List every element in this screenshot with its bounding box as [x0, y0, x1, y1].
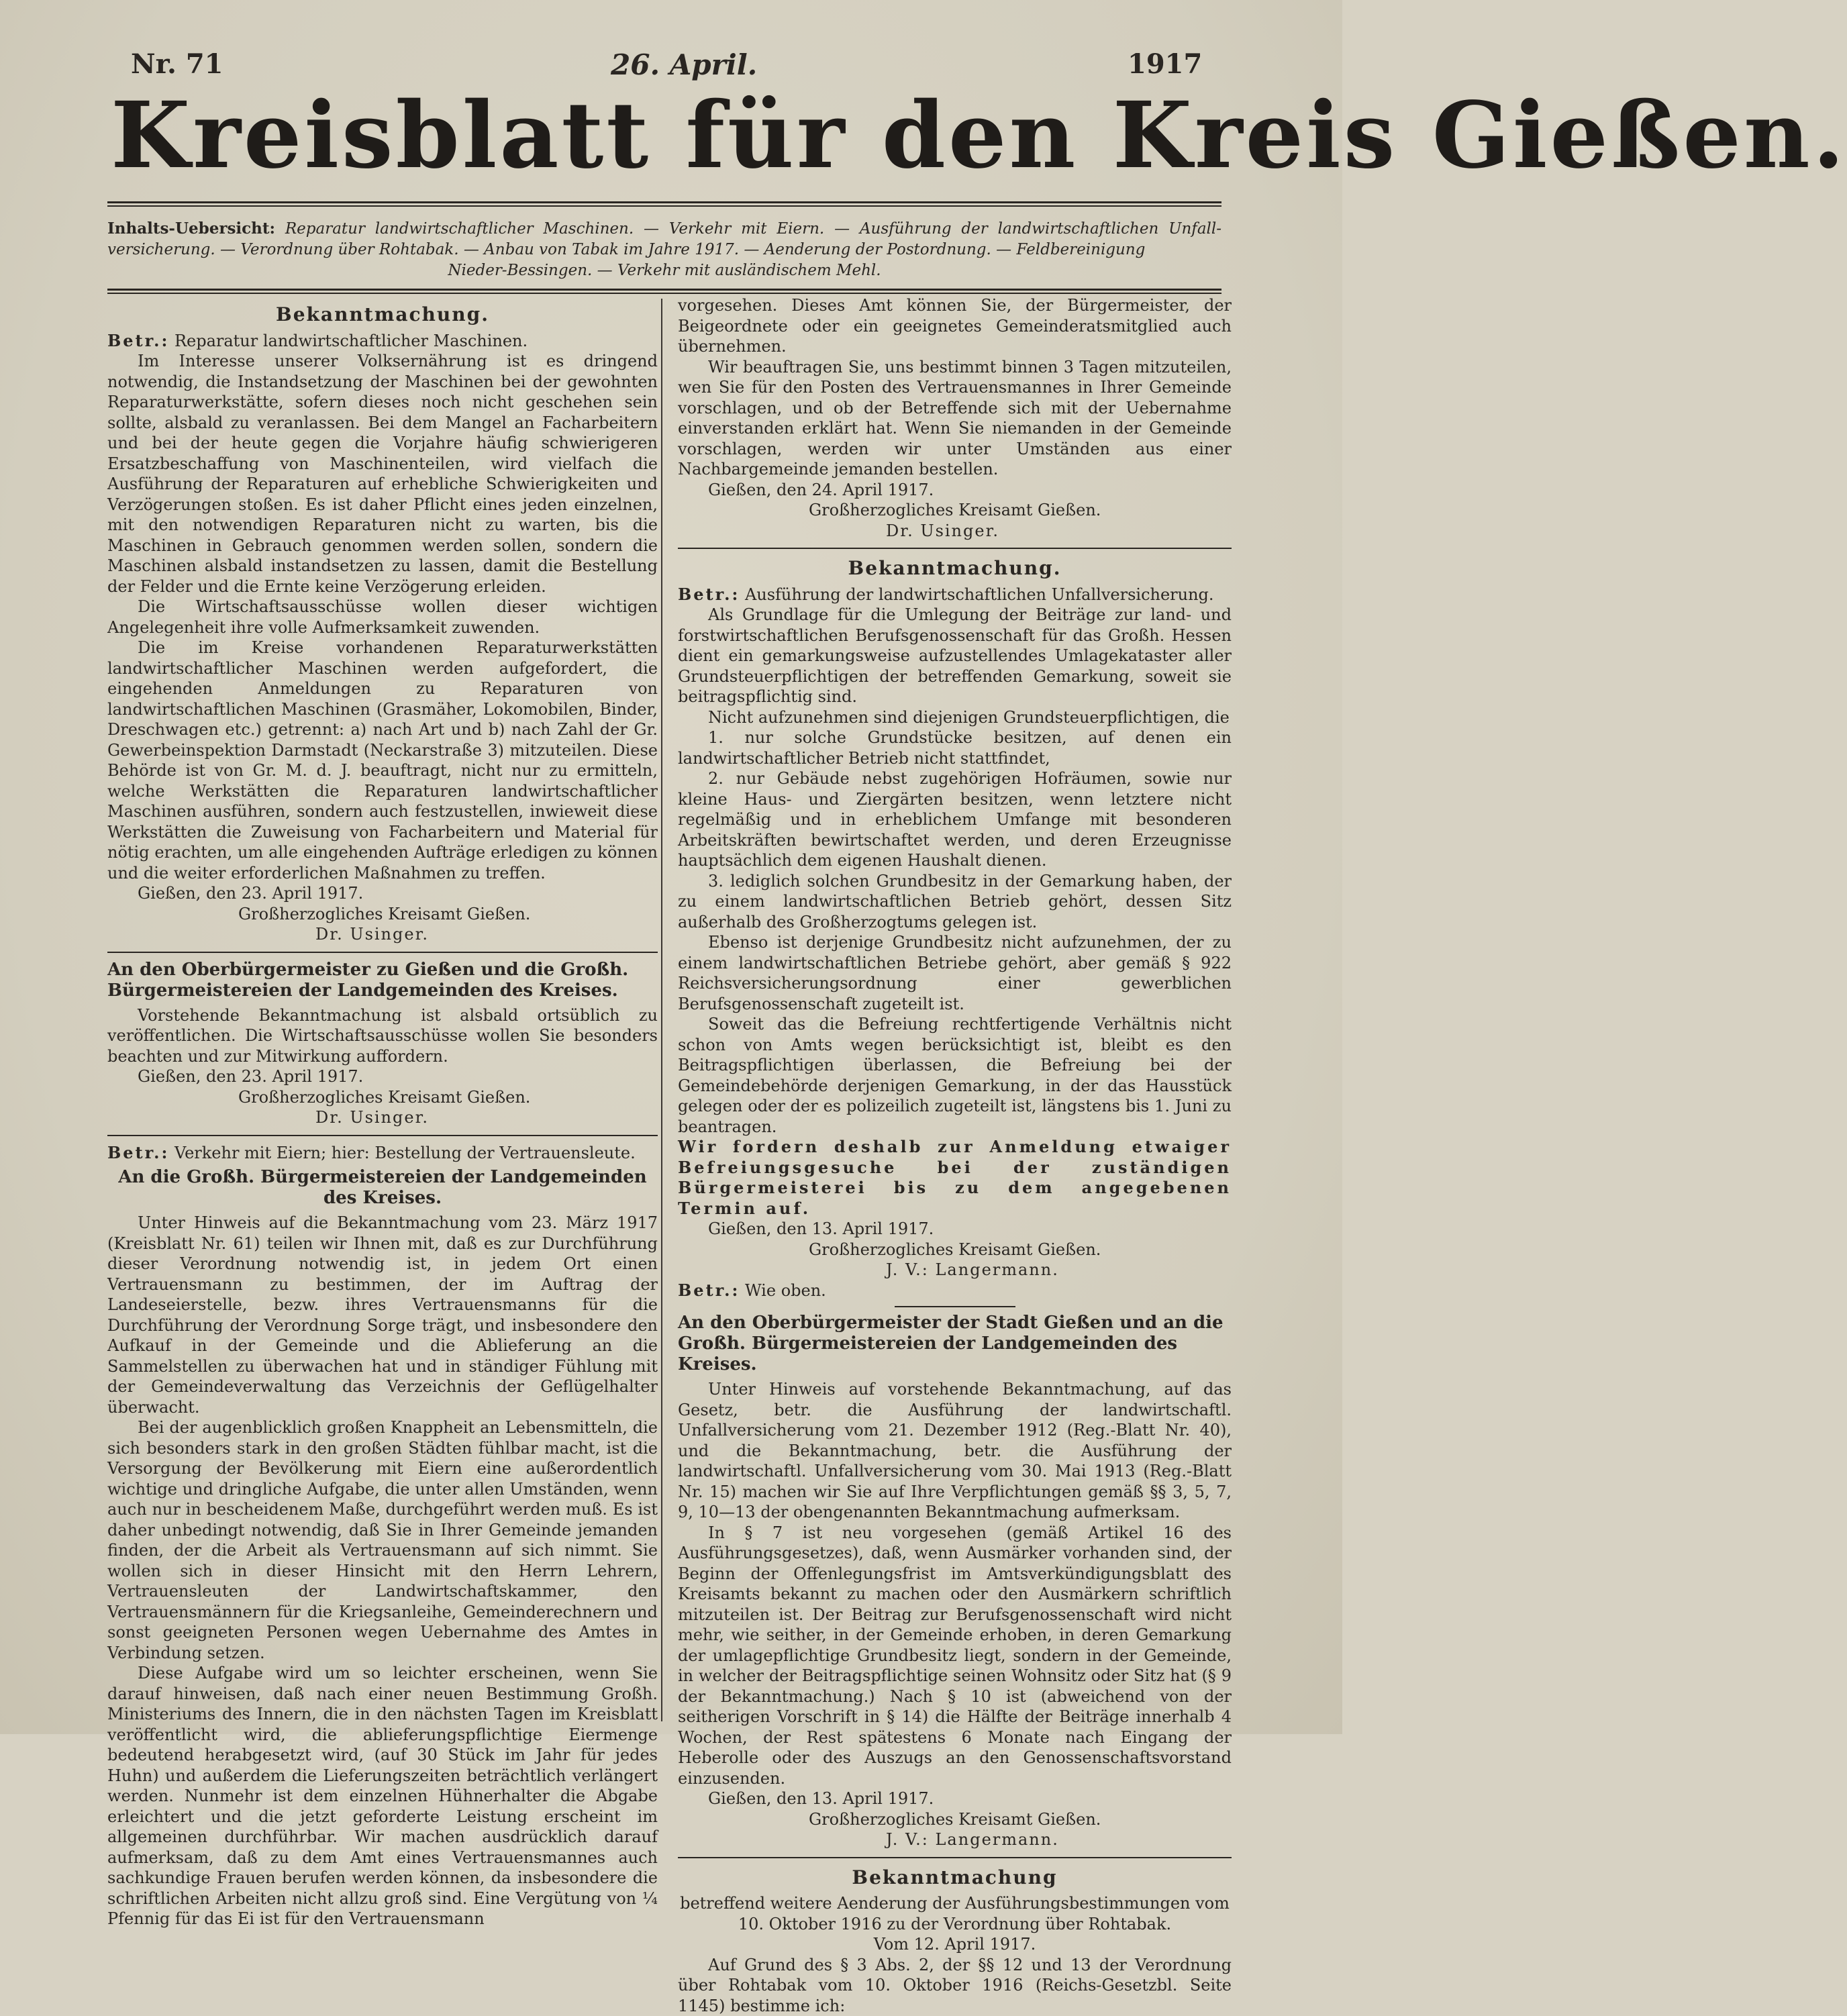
signature-office: Großherzogliches Kreisamt Gießen. — [678, 1809, 1232, 1830]
short-divider — [895, 1306, 1015, 1307]
right-column — [678, 295, 1232, 2016]
announcement-subject — [678, 585, 1232, 605]
addressee: An den Oberbürgermeister zu Gießen und die Großh. Bürgermeistereien der Landgemeinden des Kreises. — [107, 960, 658, 1001]
signature-name: J. V.: Langermann. — [678, 1829, 1232, 1850]
paragraph: Wir beauftragen Sie, uns bestimmt binnen 3 Tagen mitzuteilen, wen Sie für den Posten des Vertrauensmannes in Ihrer Gemeinde vorschlagen, und ob der Betreffende sich mit der Uebernahme einverstanden erklärt hat. Wenn Sie niemanden in der Gemeinde vorschlagen, werden wir unter Umständen aus einer Nachbargemeinde jemanden bestellen. — [678, 357, 1232, 480]
signature-place-date: Gießen, den 13. April 1917. — [678, 1219, 1232, 1240]
signature-office: Großherzogliches Kreisamt Gießen. — [107, 904, 658, 925]
subject-text: Wie oben. — [745, 1281, 826, 1300]
masthead-title: Kreisblatt für den Kreis Gießen. — [111, 81, 1211, 191]
subject-label: Betr.: — [678, 1280, 740, 1300]
signature-name: Dr. Usinger. — [678, 521, 1232, 542]
toc-line-2: versicherung. — Verordnung über Rohtabak. — Anbau von Tabak im Jahre 1917. — Aenderung der Postordnung. — Feldbereinigung — [107, 241, 1145, 258]
signature-office: Großherzogliches Kreisamt Gießen. — [678, 1240, 1232, 1260]
paragraph: In § 7 ist neu vorgesehen (gemäß Artikel 16 des Ausführungsgesetzes), daß, wenn Ausmärker vorhanden sind, der Beginn der Offenlegungsfrist im Amtsverkündigungsblatt des Kreisamts bekannt zu machen oder den Ausmärkern schriftlich mitzuteilen ist. Der Beitrag zur Berufsgenossenschaft wird nicht mehr, wie seither, in der Gemeinde erhoben, in deren Gemarkung der umlagepflichtige Grundbesitz liegt, sondern in der Gemeinde, in welcher der Beitragspflichtige seinen Wohnsitz oder Sitz hat (§ 9 der Bekanntmachung.) Nach § 10 ist (abweichend von der seitherigen Vorschrift in § 14) die Hälfte der Beiträge innerhalb 4 Wochen, der Rest spätestens 6 Monate nach Eingang der Heberolle oder des Auszugs an den Genossenschaftsvorstand einzusenden. — [678, 1523, 1232, 1789]
issue-date: 26. April. — [611, 48, 757, 81]
toc-line-1: Reparatur landwirtschaftlicher Maschinen. — Verkehr mit Eiern. — Ausführung der landwirtschaftlichen Unfall- — [285, 220, 1221, 238]
list-item: 3. lediglich solchen Grundbesitz in der Gemarkung haben, der zu einem landwirtschaftlichen Betrieb gehört, dessen Sitz außerhalb des Großherzogtums gelegen ist. — [678, 871, 1232, 933]
signature-place-date: Gießen, den 24. April 1917. — [678, 480, 1232, 501]
paragraph: Im Interesse unserer Volksernährung ist es dringend notwendig, die Instandsetzung der Maschinen bei der gewohnten Reparaturwerkstätte, sofern dieses noch nicht geschehen sein sollte, alsbald zu veranlassen. Bei dem Mangel an Facharbeitern und bei der heute gegen die Vorjahre häufig schwierigeren Ersatzbeschaffung von Maschinenteilen, wird vielfach die Ausführung der Reparaturen auf erhebliche Schwierigkeiten und Verzögerungen stoßen. Es ist daher Pflicht eines jeden einzelnen, mit den notwendigen Reparaturen nicht zu warten, bis die Maschinen in Gebrauch genommen werden sollen, sondern die Maschinen alsbald instandsetzen zu lassen, damit die Bestellung der Felder und die Ernte keine Verzögerung erleiden. — [107, 351, 658, 597]
issue-year: 1917 — [1128, 48, 1202, 80]
issue-number: Nr. 71 — [131, 48, 223, 80]
paragraph: Diese Aufgabe wird um so leichter erscheinen, wenn Sie darauf hinweisen, daß nach einer neuen Bestimmung Großh. Ministeriums des Innern, die in den nächsten Tagen im Kreisblatt veröffentlicht wird, die ablieferungspflichtige Eiermenge bedeutend herabgesetzt wird, (auf 30 Stück im Jahr für jedes Huhn) und außerdem die Lieferungszeiten beträchtlich verlängert werden. Nunmehr ist dem einzelnen Hühnerhalter die Abgabe erleichtert und die jetzt geforderte Leistung erscheint im allgemeinen durchführbar. Wir machen ausdrücklich darauf aufmerksam, daß zu dem Amt eines Vertrauensmannes auch sachkundige Frauen berufen werden können, da insbesondere die schriftlichen Arbeiten nicht allzu groß sind. Eine Vergütung von ¼ Pfennig für das Ei ist für den Vertrauensmann — [107, 1663, 658, 1929]
list-item: 2. nur Gebäude nebst zugehörigen Hofräumen, sowie nur kleine Haus- und Ziergärten besitzen, wenn letztere nicht regelmäßig und in erheblichem Umfange mit besonderen Arbeitskräften bewirtschaftet werden, und deren Erzeugnisse hauptsächlich dem eigenen Haushalt dienen. — [678, 768, 1232, 871]
left-column — [107, 295, 658, 1929]
paragraph: Die Wirtschaftsausschüsse wollen dieser wichtigen Angelegenheit ihre volle Aufmerksamkeit zuwenden. — [107, 597, 658, 638]
announcement-heading: Bekanntmachung. — [107, 305, 658, 325]
signature-place-date: Gießen, den 23. April 1917. — [107, 1066, 658, 1087]
masthead-rule-thin — [107, 205, 1221, 207]
paragraph: Bei der augenblicklich großen Knappheit an Lebensmitteln, die sich besonders stark in den großen Städten fühlbar macht, ist die Versorgung der Bevölkerung mit Eiern eine außerordentlich wichtige und dringliche Aufgabe, die unter allen Umständen, wenn auch nur in bescheidenem Maße, durchgeführt werden muß. Es ist daher unbedingt notwendig, daß Sie in Ihrer Gemeinde jemanden finden, der die Arbeit als Vertrauensmann auf sich nimmt. Sie wollen sich in dieser Hinsicht mit den Herrn Lehrern, Vertrauensleuten der Landwirtschaftskammer, den Vertrauensmännern für die Kriegsanleihe, Gemeinderechnern und sonst geeigneten Personen wegen Uebernahme des Amtes in Verbindung setzen. — [107, 1417, 658, 1663]
addressee: An die Großh. Bürgermeistereien der Landgemeinden des Kreises. — [107, 1167, 658, 1209]
addressee: An den Oberbürgermeister der Stadt Gießen und an die Großh. Bürgermeistereien der Landgemeinden des Kreises. — [678, 1313, 1232, 1375]
announcement-subject — [678, 1280, 1232, 1301]
column-separator — [661, 299, 662, 1721]
signature-place-date: Gießen, den 23. April 1917. — [107, 883, 658, 904]
masthead-rule — [107, 201, 1221, 203]
signature-block — [678, 1219, 1232, 1280]
subject-label: Betr.: — [107, 331, 169, 350]
signature-office: Großherzogliches Kreisamt Gießen. — [678, 500, 1232, 521]
paragraph: Vorstehende Bekanntmachung ist alsbald ortsüblich zu veröffentlichen. Die Wirtschaftsausschüsse wollen Sie besonders beachten und zur Mitwirkung auffordern. — [107, 1005, 658, 1067]
subject-text: Reparatur landwirtschaftlicher Maschinen. — [174, 332, 528, 350]
announcement-subject — [107, 1143, 658, 1164]
signature-office: Großherzogliches Kreisamt Gießen. — [107, 1087, 658, 1108]
paragraph: vorgesehen. Dieses Amt können Sie, der Bürgermeister, der Beigeordnete oder ein geeignetes Gemeinderatsmitglied auch übernehmen. — [678, 295, 1232, 357]
paragraph-emphasis: Wir fordern deshalb zur Anmeldung etwaiger Befreiungsgesuche bei der zuständigen Bürgermeisterei bis zu dem angegebenen Termin auf. — [678, 1137, 1232, 1219]
section-divider — [678, 1857, 1232, 1858]
paragraph: Nicht aufzunehmen sind diejenigen Grundsteuerpflichtigen, die — [678, 707, 1232, 728]
table-of-contents — [107, 218, 1221, 272]
announcement-heading: Bekanntmachung. — [678, 558, 1232, 579]
signature-name: Dr. Usinger. — [107, 924, 658, 945]
paragraph: Unter Hinweis auf die Bekanntmachung vom 23. März 1917 (Kreisblatt Nr. 61) teilen wir Ihnen mit, daß es zur Durchführung dieser Verordnung notwendig ist, in jedem Ort einen Vertrauensmann zu bestimmen, der im Auftrag der Landeseierstelle, bezw. ihres Vertrauensmanns für die Durchführung der Verordnung Sorge trägt, und insbesondere den Aufkauf in der Gemeinde und die Ablieferung an die Sammelstellen zu überwachen hat und in ständiger Fühlung mit der Gemeindeverwaltung das Verzeichnis der Geflügelhalter überwacht. — [107, 1213, 658, 1417]
signature-block — [107, 1066, 658, 1128]
toc-line-3: Nieder-Bessingen. — Verkehr mit ausländischem Mehl. — [107, 260, 1221, 281]
signature-block — [107, 883, 658, 945]
list-item: 1. nur solche Grundstücke besitzen, auf denen ein landwirtschaftlicher Betrieb nicht stattfindet, — [678, 727, 1232, 768]
paragraph: Soweit das die Befreiung rechtfertigende Verhältnis nicht schon von Amts wegen berücksichtigt ist, bleibt es den Beitragspflichtigen überlassen, die Befreiung bei der Gemeindebehörde derjenigen Gemarkung, in der das Hausstück gelegen oder der es polizeilich zugeteilt ist, längstens bis 1. Juni zu beantragen. — [678, 1014, 1232, 1137]
signature-block — [678, 480, 1232, 542]
signature-name: Dr. Usinger. — [107, 1107, 658, 1128]
paragraph: Auf Grund des § 3 Abs. 2, der §§ 12 und 13 der Verordnung über Rohtabak vom 10. Oktober 1916 (Reichs-Gesetzbl. Seite 1145) bestimme ich: — [678, 1955, 1232, 2016]
paragraph: Als Grundlage für die Umlegung der Beiträge zur land- und forstwirtschaftlichen Berufsgenossenschaft für das Großh. Hessen dient ein gemarkungsweise aufzustellendes Umlagekataster aller Grundsteuerpflichtigen der betreffenden Gemarkung, soweit sie beitragspflichtig sind. — [678, 605, 1232, 707]
section-divider — [107, 1135, 658, 1136]
toc-label: Inhalts-Uebersicht: — [107, 219, 275, 238]
subject-text: Verkehr mit Eiern; hier: Bestellung der Vertrauensleute. — [174, 1144, 636, 1162]
section-divider — [678, 548, 1232, 549]
signature-place-date: Gießen, den 13. April 1917. — [678, 1788, 1232, 1809]
toc-rule — [107, 289, 1221, 291]
toc-rule-thin — [107, 293, 1221, 294]
announcement-heading: Bekanntmachung — [678, 1868, 1232, 1888]
subject-label: Betr.: — [678, 585, 740, 604]
subject-text: Ausführung der landwirtschaftlichen Unfallversicherung. — [745, 585, 1214, 604]
announcement-subtitle: betreffend weitere Aenderung der Ausführungsbestimmungen vom 10. Oktober 1916 zu der Verordnung über Rohtabak. — [678, 1893, 1232, 1934]
section-divider — [107, 952, 658, 953]
signature-block — [678, 1788, 1232, 1850]
paragraph: Unter Hinweis auf vorstehende Bekanntmachung, auf das Gesetz, betr. die Ausführung der landwirtschaftl. Unfallversicherung vom 21. Dezember 1912 (Reg.-Blatt Nr. 40), und die Bekanntmachung, betr. die Ausführung der landwirtschaftl. Unfallversicherung vom 30. Mai 1913 (Reg.-Blatt Nr. 15) machen wir Sie auf Ihre Verpflichtungen gemäß §§ 3, 5, 7, 9, 10—13 der obengenannten Bekanntmachung aufmerksam. — [678, 1379, 1232, 1523]
subject-label: Betr.: — [107, 1143, 169, 1162]
signature-name: J. V.: Langermann. — [678, 1260, 1232, 1280]
paragraph: Die im Kreise vorhandenen Reparaturwerkstätten landwirtschaftlicher Maschinen werden aufgefordert, die eingehenden Anmeldungen zu Reparaturen von landwirtschaftlichen Maschinen (Grasmäher, Lokomobilen, Binder, Dreschwagen etc.) getrennt: a) nach Art und b) nach Zahl der Gr. Gewerbeinspektion Darmstadt (Neckarstraße 3) mitzuteilen. Diese Behörde ist von Gr. M. d. J. beauftragt, nicht nur zu ermitteln, welche Werkstätten die Reparaturen landwirtschaftlicher Maschinen ausführen, sondern auch festzustellen, inwieweit diese Werkstätten die Zuweisung von Facharbeitern und Material für nötig erachten, um alle eingehenden Aufträge erledigen zu können und die weiter erforderlichen Maßnahmen zu treffen. — [107, 638, 658, 883]
announcement-subject — [107, 331, 658, 352]
announcement-date: Vom 12. April 1917. — [678, 1934, 1232, 1955]
paragraph: Ebenso ist derjenige Grundbesitz nicht aufzunehmen, der zu einem landwirtschaftlichen Betriebe gehört, aber gemäß § 922 Reichsversicherungsordnung einer gewerblichen Berufsgenossenschaft zugeteilt ist. — [678, 932, 1232, 1014]
